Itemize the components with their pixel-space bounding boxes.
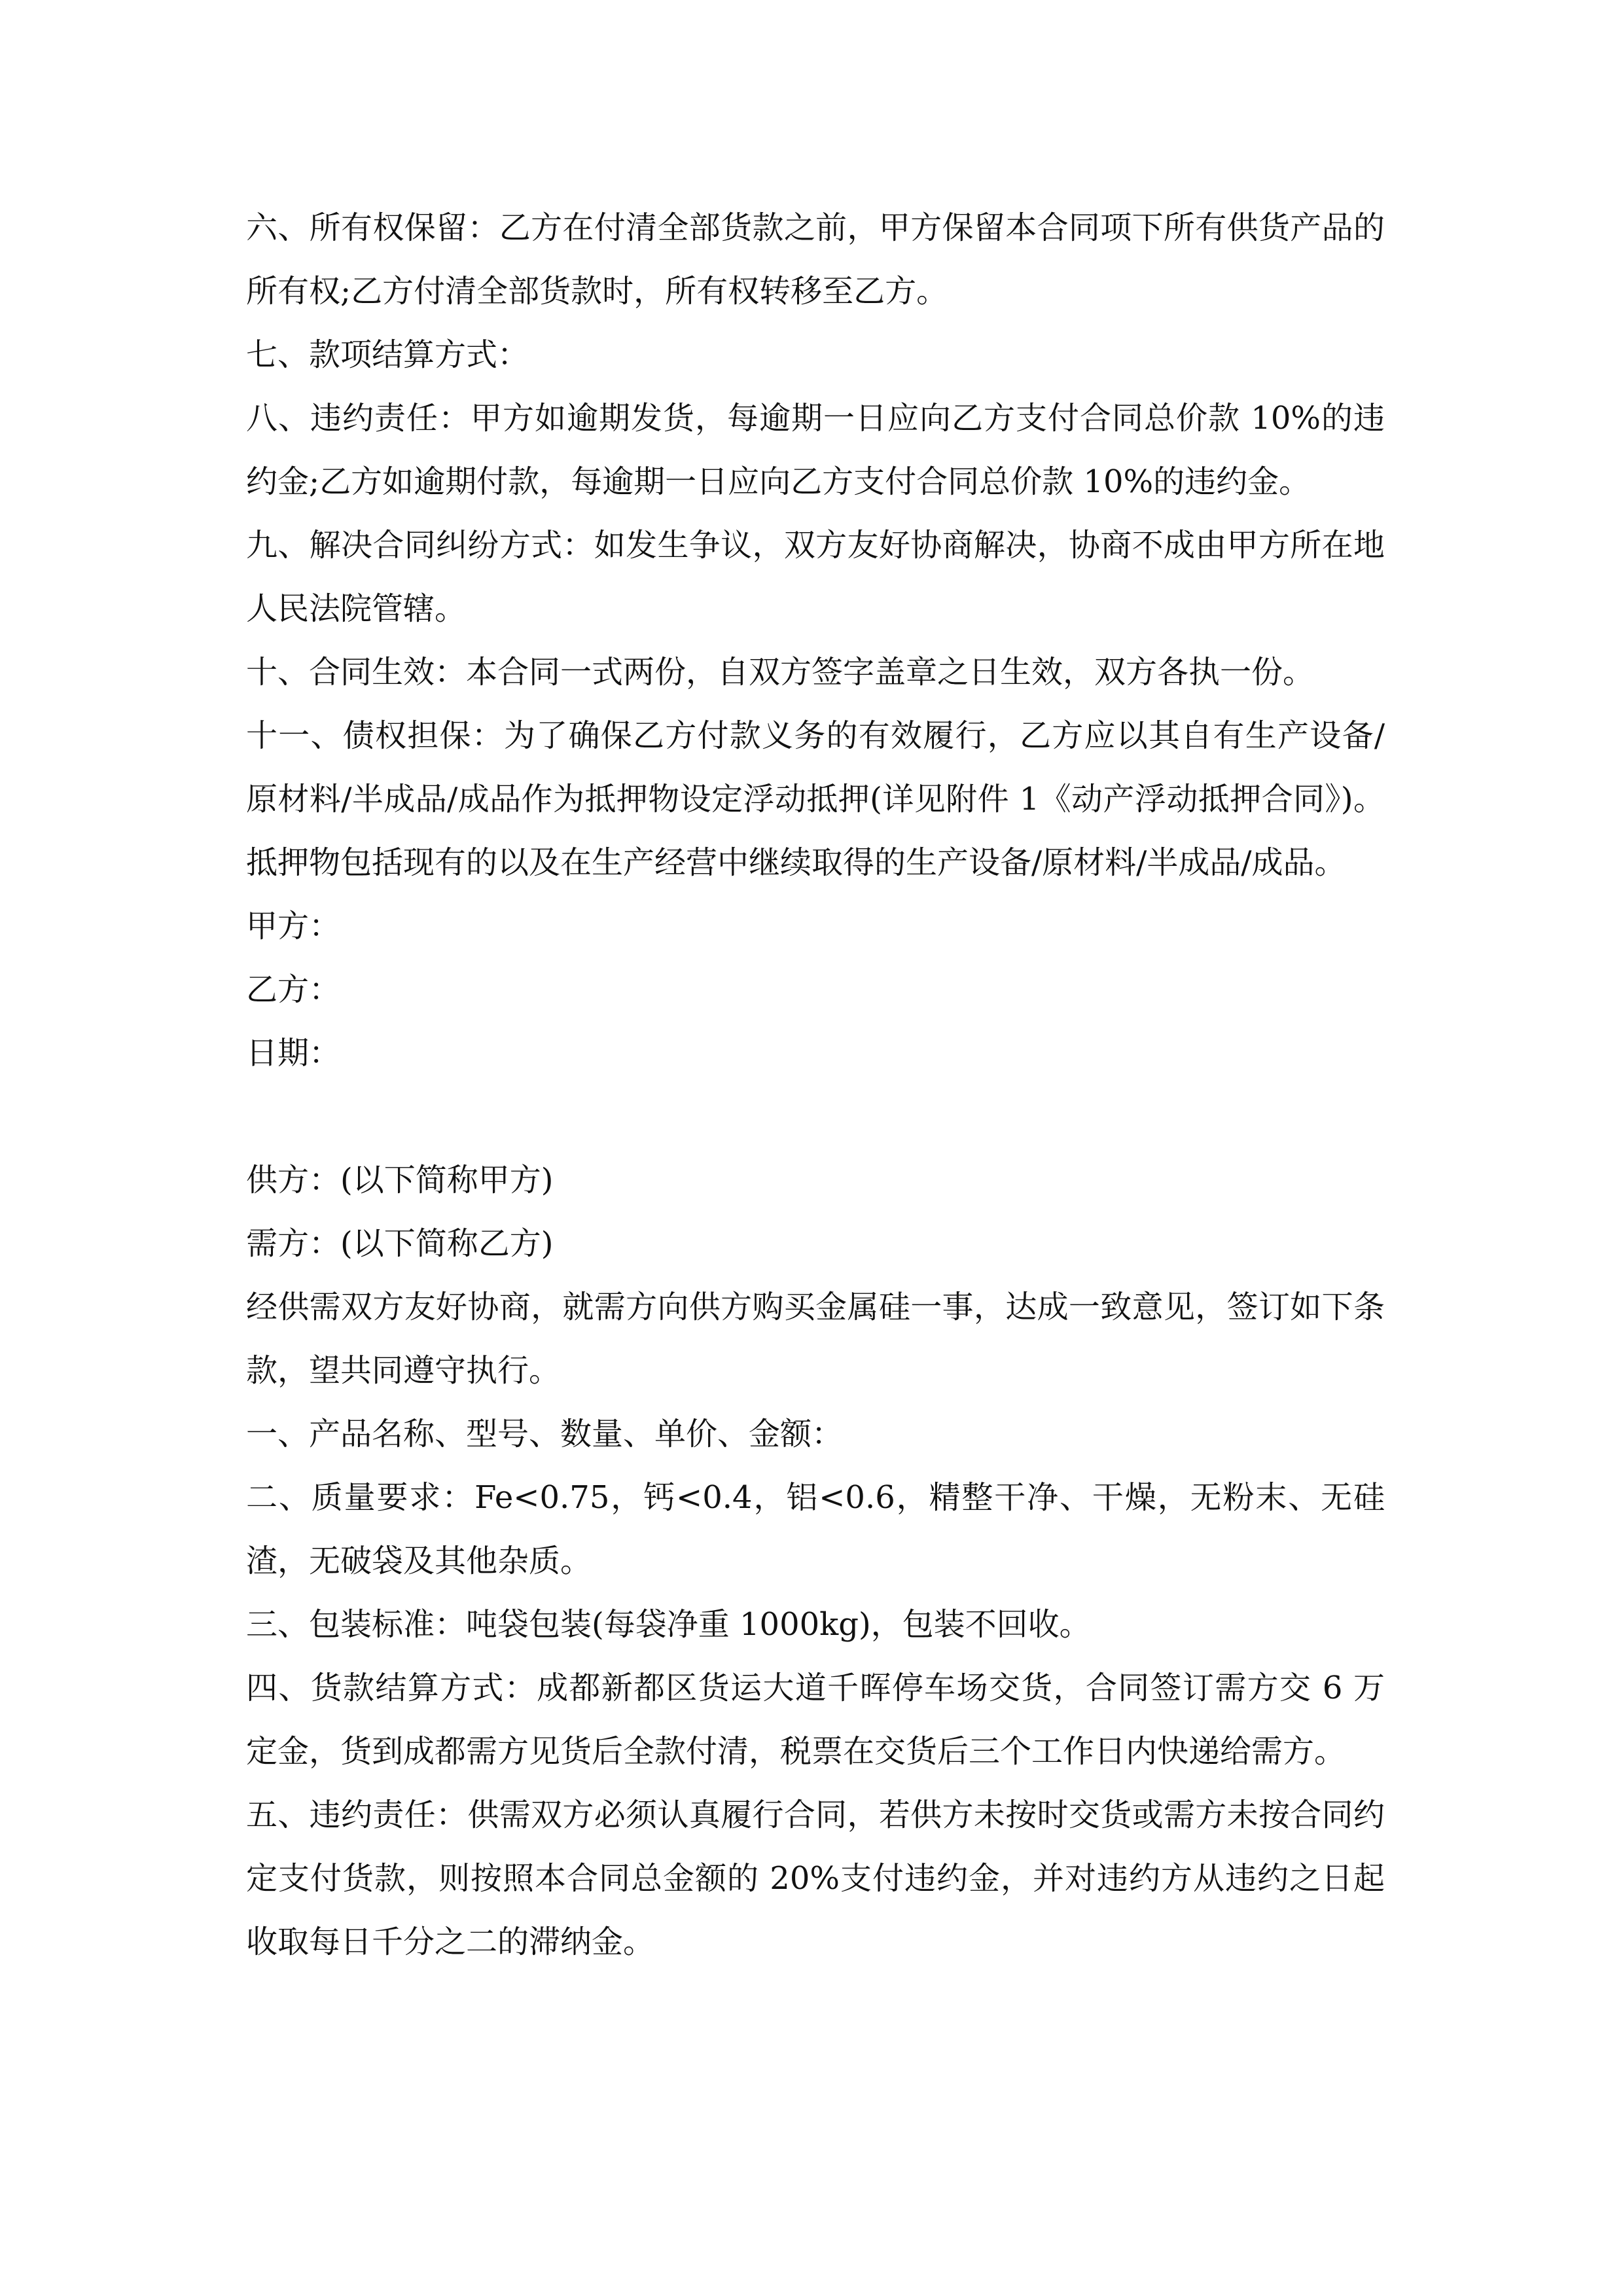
contract-intro: 经供需双方友好协商，就需方向供方购买金属硅一事，达成一致意见，签订如下条款，望共同遵守执行。 [246, 1289, 1385, 1389]
clause-5-liability: 五、违约责任：供需双方必须认真履行合同，若供方未按时交货或需方未按合同约定支付货款，则按照本合同总金额的 20%支付违约金，并对违约方从违约之日起收取每日千分之二的滞纳金。 [246, 1797, 1385, 1960]
clause-10-effect: 十、合同生效：本合同一式两份，自双方签字盖章之日生效，双方各执一份。 [246, 654, 1315, 691]
section-gap [246, 1085, 1385, 1149]
clause-9-dispute: 九、解决合同纠纷方式：如发生争议，双方友好协商解决，协商不成由甲方所在地人民法院管辖。 [246, 527, 1385, 627]
clause-2-quality: 二、质量要求：Fe<0.75，钙<0.4，铝<0.6，精整干净、干燥，无粉末、无硅渣，无破袋及其他杂质。 [246, 1479, 1385, 1579]
clause-4-payment: 四、货款结算方式：成都新都区货运大道千晖停车场交货，合同签订需方交 6 万定金，货到成都需方见货后全款付清，税票在交货后三个工作日内快递给需方。 [246, 1670, 1385, 1770]
supplier-line: 供方：(以下简称甲方) [246, 1162, 554, 1198]
clause-6-ownership: 六、所有权保留：乙方在付清全部货款之前，甲方保留本合同项下所有供货产品的所有权;乙方付清全部货款时，所有权转移至乙方。 [246, 209, 1385, 310]
clause-8-liability: 八、违约责任：甲方如逾期发货，每逾期一日应向乙方支付合同总价款 10%的违约金;乙方如逾期付款，每逾期一日应向乙方支付合同总价款 10%的违约金。 [246, 400, 1385, 500]
signature-date: 日期： [246, 1035, 341, 1071]
clause-3-packaging: 三、包装标准：吨袋包装(每袋净重 1000kg)，包装不回收。 [246, 1606, 1091, 1643]
signature-party-b: 乙方： [246, 971, 341, 1008]
buyer-line: 需方：(以下简称乙方) [246, 1225, 554, 1262]
clause-7-settlement: 七、款项结算方式： [246, 336, 529, 373]
signature-party-a: 甲方： [246, 908, 341, 944]
clause-1-product: 一、产品名称、型号、数量、单价、金额： [246, 1416, 844, 1452]
clause-11-guarantee: 十一、债权担保：为了确保乙方付款义务的有效履行，乙方应以其自有生产设备/原材料/半成品/成品作为抵押物设定浮动抵押(详见附件 1《动产浮动抵押合同》)。抵押物包括现有的以及在生产经营中继续取得的生产设备/原材料/半成品/成品。 [246, 717, 1385, 881]
contract-page [246, 196, 1385, 1974]
